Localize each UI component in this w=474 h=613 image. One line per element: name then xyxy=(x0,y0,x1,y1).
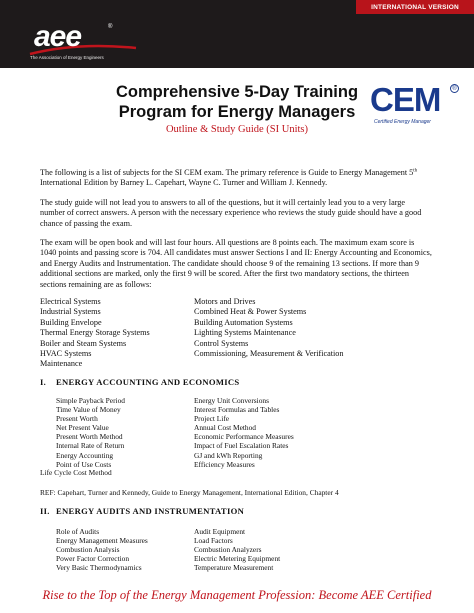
list-item: Load Factors xyxy=(194,536,233,546)
intro-paragraph-1 xyxy=(40,168,432,189)
list-item: Thermal Energy Storage Systems xyxy=(40,328,150,338)
page-title-line2: Program for Energy Managers xyxy=(118,103,356,121)
section-number: I. xyxy=(40,377,47,387)
list-item: Temperature Measurement xyxy=(194,563,274,573)
list-item: Industrial Systems xyxy=(40,307,101,317)
aee-logo-text: aee xyxy=(34,20,82,53)
aee-org-name: The Association of Energy Engineers xyxy=(30,55,104,60)
aee-logo xyxy=(28,22,138,62)
section1-topics-right xyxy=(194,396,294,469)
list-item: Combustion Analyzers xyxy=(194,545,262,555)
list-item: Point of Use Costs xyxy=(56,459,112,469)
list-item: Internal Rate of Return xyxy=(56,441,125,451)
section-title: ENERGY ACCOUNTING AND ECONOMICS xyxy=(56,377,240,387)
list-item: Motors and Drives xyxy=(194,297,256,306)
list-item: HVAC Systems xyxy=(40,349,92,359)
areas-list-right xyxy=(194,297,343,359)
cem-logo xyxy=(366,82,462,132)
footer-tagline: Rise to the Top of the Energy Management Profession: Become AEE Certified xyxy=(42,588,432,602)
cem-registered-mark: ® xyxy=(450,84,459,93)
page-title-line1: Comprehensive 5-Day Training xyxy=(115,83,359,101)
list-item: Time Value of Money xyxy=(56,405,121,415)
list-item: Commissioning, Measurement & Verification xyxy=(194,349,344,359)
list-item: Very Basic Thermodynamics xyxy=(56,563,142,573)
cem-logo-text: CEM xyxy=(370,81,441,118)
section-title: ENERGY AUDITS AND INSTRUMENTATION xyxy=(56,506,245,516)
intro-p1-superscript: th xyxy=(413,168,418,174)
page-subtitle: Outline & Study Guide (SI Units) xyxy=(165,124,309,135)
list-item: Interest Formulas and Tables xyxy=(194,405,280,415)
cem-logo-subtitle: Certified Energy Manager xyxy=(374,119,431,125)
areas-list-left xyxy=(40,297,150,370)
list-item: Maintenance xyxy=(40,359,83,369)
list-item: Lighting Systems Maintenance xyxy=(194,328,296,338)
section2-topics-left xyxy=(56,527,148,572)
list-item: GJ and kWh Reporting xyxy=(194,450,263,460)
list-item: Simple Payback Period xyxy=(56,396,125,405)
list-item: Efficiency Measures xyxy=(194,459,255,469)
section1-topics-left xyxy=(56,396,125,469)
list-item: Energy Unit Conversions xyxy=(194,396,269,405)
list-item: Combined Heat & Power Systems xyxy=(194,307,307,317)
section-heading-2 xyxy=(40,506,244,516)
list-item: Annual Cost Method xyxy=(194,423,256,433)
list-item: Audit Equipment xyxy=(194,527,246,536)
intro-paragraph-2: The study guide will not lead you to answers to all of the questions, but it will certainly lead you to a very large number of correct answers. A person with the necessary experience who reviews the study guide should have a good chance of passing the exam. xyxy=(40,198,422,228)
version-badge: INTERNATIONAL VERSION xyxy=(356,0,474,14)
list-item: Present Worth Method xyxy=(56,432,123,442)
section-heading-1 xyxy=(40,377,240,387)
intro-paragraph-3: The exam will be open book and will last four hours. All questions are 8 points each. The maximum exam score is 1040 points and passing score is 704. All candidates must answer Sections I and II: Energy Accounting and Economics, and Energy Audits and Instrumentation. The candidate should choose 9 of the remaining 13 sections. If more than 9 additional sections are marked, only the first 9 will be scored. After the first two mandatory sections, the thirteen sections remaining are as follows: xyxy=(40,238,432,289)
list-item: Role of Audits xyxy=(56,527,100,536)
list-item: Impact of Fuel Escalation Rates xyxy=(194,441,289,451)
list-item: Boiler and Steam Systems xyxy=(40,338,127,348)
aee-registered-mark: ® xyxy=(108,24,113,30)
section1-reference: REF: Capehart, Turner and Kennedy, Guide to Energy Management, International Edition, Chapter 4 xyxy=(40,488,339,497)
section1-extra-topic: Life Cycle Cost Method xyxy=(40,468,112,477)
section-number: II. xyxy=(40,506,50,516)
list-item: Present Worth xyxy=(56,414,98,424)
list-item: Power Factor Correction xyxy=(56,554,130,564)
list-item: Energy Management Measures xyxy=(56,536,148,546)
list-item: Building Automation Systems xyxy=(194,317,293,327)
intro-p1-text-continued: International Edition by Barney L. Capehart, Wayne C. Turner and William J. Kennedy. xyxy=(40,178,328,188)
list-item: Project Life xyxy=(194,414,230,424)
section2-topics-right xyxy=(194,527,280,572)
list-item: Net Present Value xyxy=(56,423,109,433)
list-item: Combustion Analysis xyxy=(56,545,120,555)
list-item: Energy Accounting xyxy=(56,450,114,460)
list-item: Electric Metering Equipment xyxy=(194,554,281,564)
intro-p1-text: The following is a list of subjects for the SI CEM exam. The primary reference is Guide to Energy Management 5 xyxy=(40,168,414,177)
list-item: Control Systems xyxy=(194,338,249,348)
list-item: Building Envelope xyxy=(40,317,102,327)
list-item: Economic Performance Measures xyxy=(194,432,294,442)
list-item: Electrical Systems xyxy=(40,297,101,306)
